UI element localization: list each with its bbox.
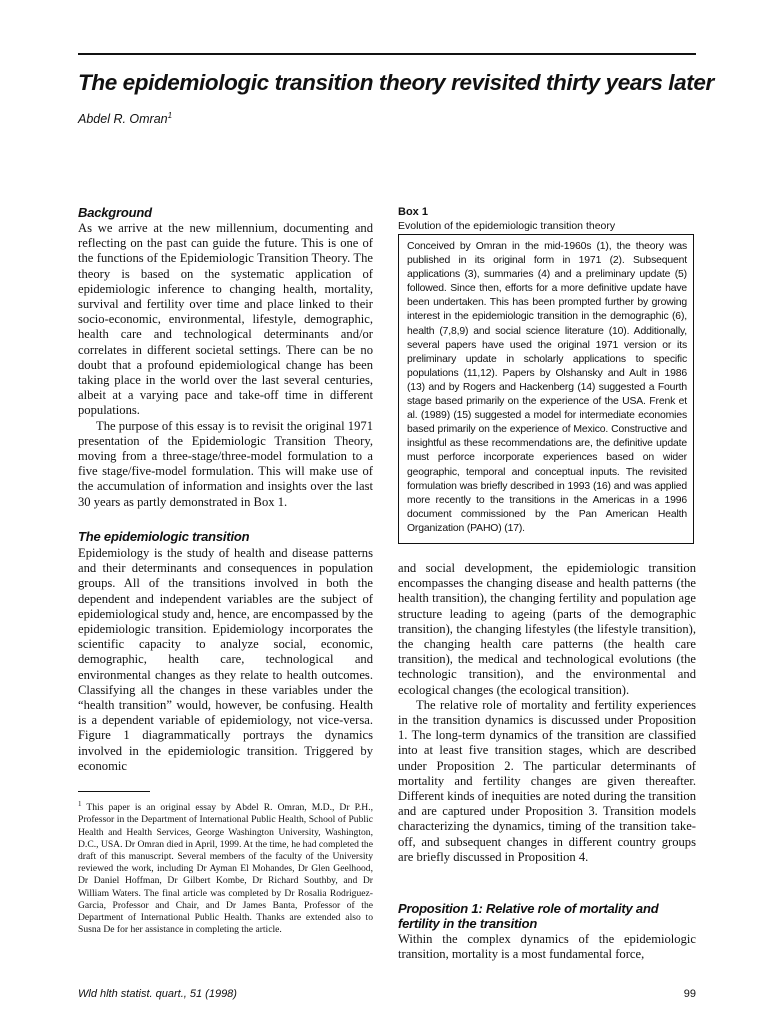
right-paragraph-2: The relative role of mortality and fertility experiences in the transition dynamics is discussed under Proposition 1. The long-term dynamics of the transition are classified into at least five transition stages, which are described under Proposition 2. The particular determinants of mortality and fertility changes are given thereafter. Different kinds of inequities are noted during the transition and are captured under Proposition 3. Transition models characterizing the dynamics, timing of the transition take-off, and subsequent changes in different country groups are briefly discussed in Proposition 4. [398, 697, 696, 864]
author-footnote-mark: 1 [167, 111, 173, 120]
author-line [78, 111, 172, 126]
author-name: Abdel R. Omran [78, 112, 168, 127]
box1-label: Box 1 [398, 206, 428, 218]
background-paragraph-2: The purpose of this essay is to revisit the original 1971 presentation of the Epidemiologic Transition Theory, moving from a three-stage/three-model formulation to a five stage/five-model formulation. This will make use of the accumulation of information and insights over the last 30 years as partly demonstrated in Box 1. [78, 418, 373, 509]
transition-section [78, 546, 373, 774]
proposition1-paragraph-1: Within the complex dynamics of the epidemiologic transition, mortality is a most fundamental force, [398, 932, 696, 962]
page-number: 99 [683, 988, 696, 1000]
background-section [78, 221, 373, 510]
footnote-rule [78, 791, 150, 792]
background-heading: Background [78, 205, 152, 220]
transition-paragraph-1: Epidemiology is the study of health and disease patterns and their determinants and consequences in population groups. All of the transitions involved in both the dependent and independent variables are the subject of epidemiological study and, hence, are encompassed by the epidemiologic transition. Epidemiology incorporates the scientific capacity to analyze social, economic, demographic, health care, technological and environmental changes as they relate to health outcomes. Classifying all the changes in these variables under the “health transition” would, however, be confusing. Health is a dependent variable of epidemiology, not vice-versa. Figure 1 diagrammatically portrays the dynamics involved in the epidemiologic transition. Triggered by economic [78, 546, 373, 773]
proposition1-heading: Proposition 1: Relative role of mortality and fertility in the transition [398, 901, 659, 931]
footnote-text: This paper is an original essay by Abdel R. Omran, M.D., Dr P.H., Professor in the Department of International Public Health, School of Public Health and Health Services, George Washington University, Washington, D.C., USA. Dr Omran died in April, 1999. At the time, he had completed the draft of this manuscript. Several members of the faculty of the University reviewed the work, including Dr Ayman El Mohandes, Dr Glen Geelhood, Dr Daniel Hoffman, Dr Gilbert Kombe, Dr Richard Southby, and Dr William Waters. The final article was completed by Dr Rosalia Rodriguez-Garcia, Professor and Chair, and Dr James Banta, Professor of the Department of International Public Health. Thanks are extended also to Susna De for her assistance in completing the article. [78, 802, 373, 936]
transition-heading: The epidemiologic transition [78, 529, 250, 544]
footnote-mark: 1 [78, 800, 82, 808]
journal-citation: Wld hlth statist. quart., 51 (1998) [78, 988, 237, 1000]
box1-text: Conceived by Omran in the mid-1960s (1), the theory was published in its original form in 1971 (2). Subsequent applications (3), summaries (4) and a preliminary update (5) followed. Since then, efforts for a more definitive update have been undertaken. This has been prompted further by growing interest in the epidemiologic transition in the demographic (6), health (7,8,9) and social science literature (10). Additionally, several papers have used the original 1971 version or its preliminary update in scholarly applications to specific populations (11,12). Papers by Olshansky and Ault in 1986 (13) and by Rogers and Hackenberg (14) suggested a Fourth stage based primarily on the experience of the USA. Frenk et al. (1989) (15) suggested a model for intermediate economies based primarily on the experience of Mexico. Constructive and insightful as these recommendations are, the definitive update must perforce incorporate experiences based on wider geographic, temporal and conceptual inputs. The revisited formulation was briefly described in 1993 (16) and was applied more recently to the transitions in the Americas in a 1996 document commissioned by the Pan American Health Organization (PAHO) (17). [407, 241, 687, 534]
box1-subtitle: Evolution of the epidemiologic transition theory [398, 220, 616, 232]
right-column-text [398, 561, 696, 865]
footnote [78, 798, 373, 936]
proposition1-section [398, 932, 696, 962]
box1-frame [398, 234, 694, 544]
background-paragraph-1: As we arrive at the new millennium, documenting and reflecting on the past can guide the future. This is one of the functions of the Epidemiologic Transition Theory. The theory is based on the systematic application of epidemiologic inference to changing health, mortality, survival and fertility over time and place linked to their socio-economic, environmental, lifestyle, demographic, health care and technological determinants and/or correlates in different societal settings. There can be no doubt that a profound epidemiological change has been taking place in the world over the last several centuries, albeit at a varying pace and take-off time in different populations. [78, 221, 373, 418]
article-title: The epidemiologic transition theory revisited thirty years later [78, 70, 714, 95]
top-rule [78, 53, 696, 55]
right-paragraph-1: and social development, the epidemiologic transition encompasses the changing disease and health patterns (the health transition), the changing fertility and population age structure leading to ageing (parts of the demographic transition), the changing lifestyles (the lifestyle transition), the changing health care patterns (the health care transition), the medical and technological evolutions (the technologic transition), and the environmental and ecological changes (the ecological transition). [398, 561, 696, 697]
